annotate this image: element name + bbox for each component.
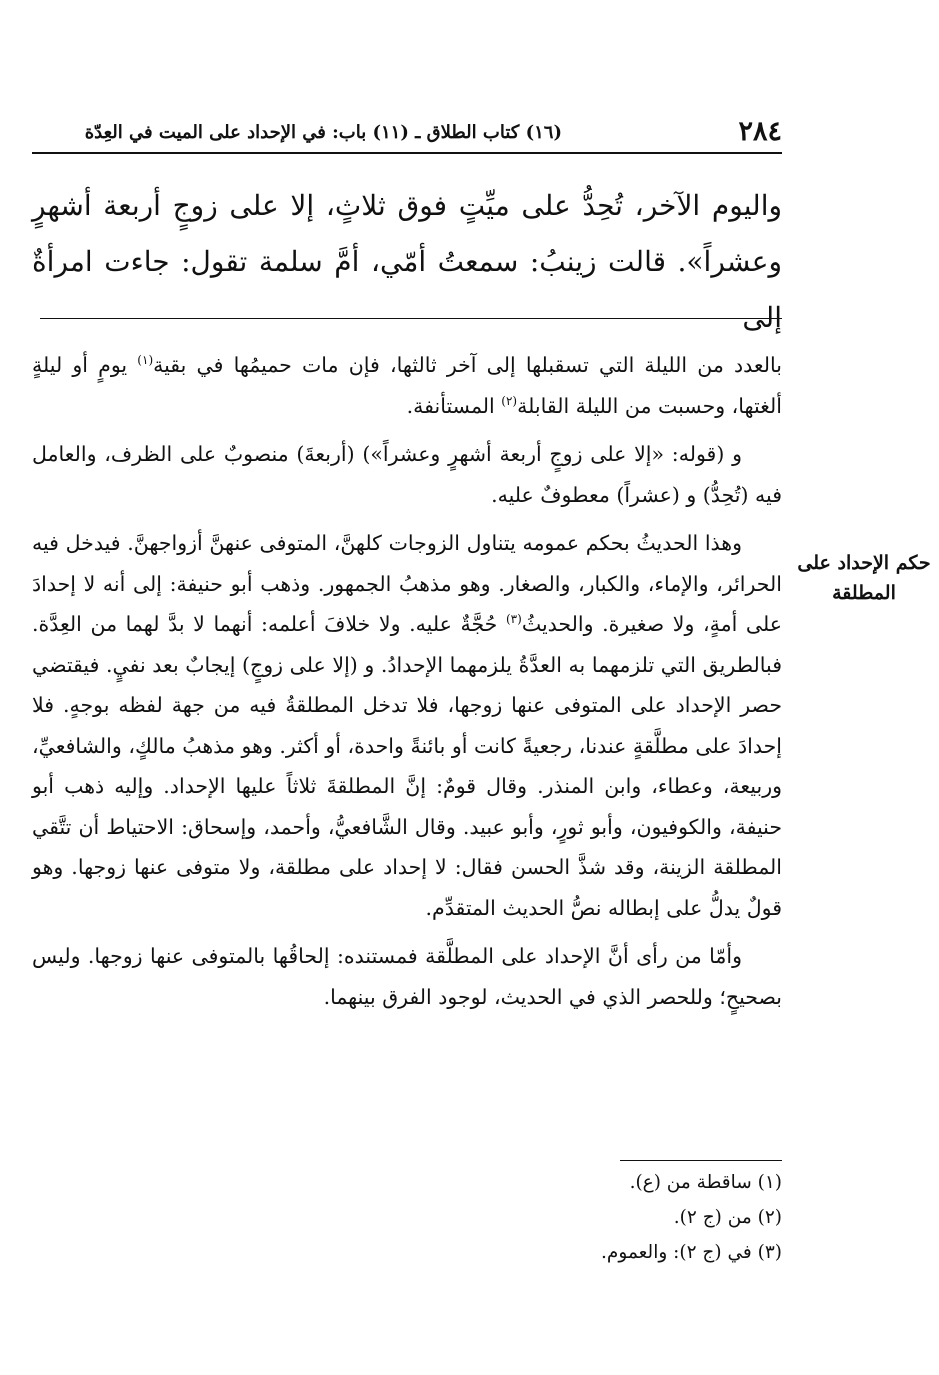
footnote-1: (١) ساقطة من (ع). <box>629 1172 782 1193</box>
commentary-paragraph-3 <box>32 523 782 928</box>
footnote-rule <box>620 1160 782 1161</box>
commentary-paragraph-1 <box>32 345 782 426</box>
paragraph-text: المستأنفة. <box>406 393 502 418</box>
page-number: ٢٨٤ <box>738 116 782 147</box>
header-rule <box>32 152 782 154</box>
paragraph-text: وهذا الحديثُ بحكم عمومه يتناول الزوجات كلهنَّ، المتوفى عنهنَّ أزواجهنَّ. فيدخل فيه الحرائر، والإماء، والكبار، والصغار. وهو مذهبُ الجمهور. وذهب أبو حنيفة: إلى أنه لا إحدادَ على أمةٍ، ولا صغيرة. والحديثُ <box>32 531 782 636</box>
commentary-body <box>32 345 782 1025</box>
footnote-3: (٣) في (ج ٢): والعموم. <box>601 1242 782 1263</box>
paragraph-text: بالعدد من الليلة التي تسقبلها إلى آخر ثالثها، فإن مات حميمُها في بقية <box>153 353 783 377</box>
commentary-paragraph-4: وأمّا من رأى أنَّ الإحداد على المطلَّقة فمستنده: إلحاقُها بالمتوفى عنها زوجها. وليس بصحيحٍ؛ وللحصر الذي في الحديث، لوجود الفرق بينهما. <box>32 944 782 1009</box>
commentary-paragraph-2: و (قوله: «إلا على زوجٍ أربعة أشهرٍ وعشراً») (أربعةَ) منصوبٌ على الظرف، والعامل فيه (تُحِدُّ) و (عشراً) معطوفٌ عليه. <box>32 442 782 507</box>
footnote-ref-2: (٢) <box>501 393 518 408</box>
margin-heading: حكم الإحداد على المطلقة <box>797 552 931 604</box>
paragraph-text: يومٍ أو ليلةٍ ألغتها، وحسبت من الليلة القابلة <box>32 353 782 418</box>
footnote-2: (٢) من (ج ٢). <box>673 1207 782 1228</box>
hadith-separator-rule <box>40 318 782 319</box>
paragraph-text: حُجَّةٌ عليه. ولا خلافَ أعلمه: أنهما لا بدَّ لهما من العِدَّة. فبالطريق التي تلزمهما به العدَّةُ يلزمهما الإحدادُ. و (إلا على زوجٍ) إيجابٌ بعد نفيٍ. فيقتضي حصر الإحداد على المتوفى عنها زوجها، فلا تدخل المطلقةُ فيه من جهة لفظه بوجهٍ. فلا إحدادَ على مطلَّقةٍ عندنا، رجعيةً كانت أو بائنةً واحدة، أو أكثر. وهو مذهبُ مالكٍ، والشافعيِّ، وربيعة، وعطاء، وابن المنذر. وقال قومٌ: إنَّ المطلقةَ ثلاثاً عليها الإحداد. وإليه ذهب أبو حنيفة، والكوفيون، وأبو ثورٍ، وأبو عبيد. وقال الشَّافعيُّ، وأحمد، وإسحاق: الاحتياط أن تتَّقي المطلقة الزينة، وقد شذَّ الحسن فقال: لا إحداد على مطلقة، ولا متوفى عنها زوجها. وهو قولٌ يدلُّ على إبطاله نصُّ الحديث المتقدِّم. <box>32 612 782 920</box>
running-title: (١٦) كتاب الطلاق ـ (١١) باب: في الإحداد على الميت في العِدّة <box>84 122 562 143</box>
page-header <box>32 112 782 152</box>
footnote-ref-1: (١) <box>137 353 154 368</box>
footnotes <box>382 1165 782 1270</box>
footnote-ref-3: (٣) <box>505 612 522 627</box>
hadith-text: واليوم الآخر، تُحِدُّ على ميِّتٍ فوق ثلاثٍ، إلا على زوجٍ أربعة أشهرٍ وعشراً». قالت زينبُ: سمعتُ أمّي، أمَّ سلمة تقول: جاءت امرأةٌ إلى <box>32 189 782 334</box>
